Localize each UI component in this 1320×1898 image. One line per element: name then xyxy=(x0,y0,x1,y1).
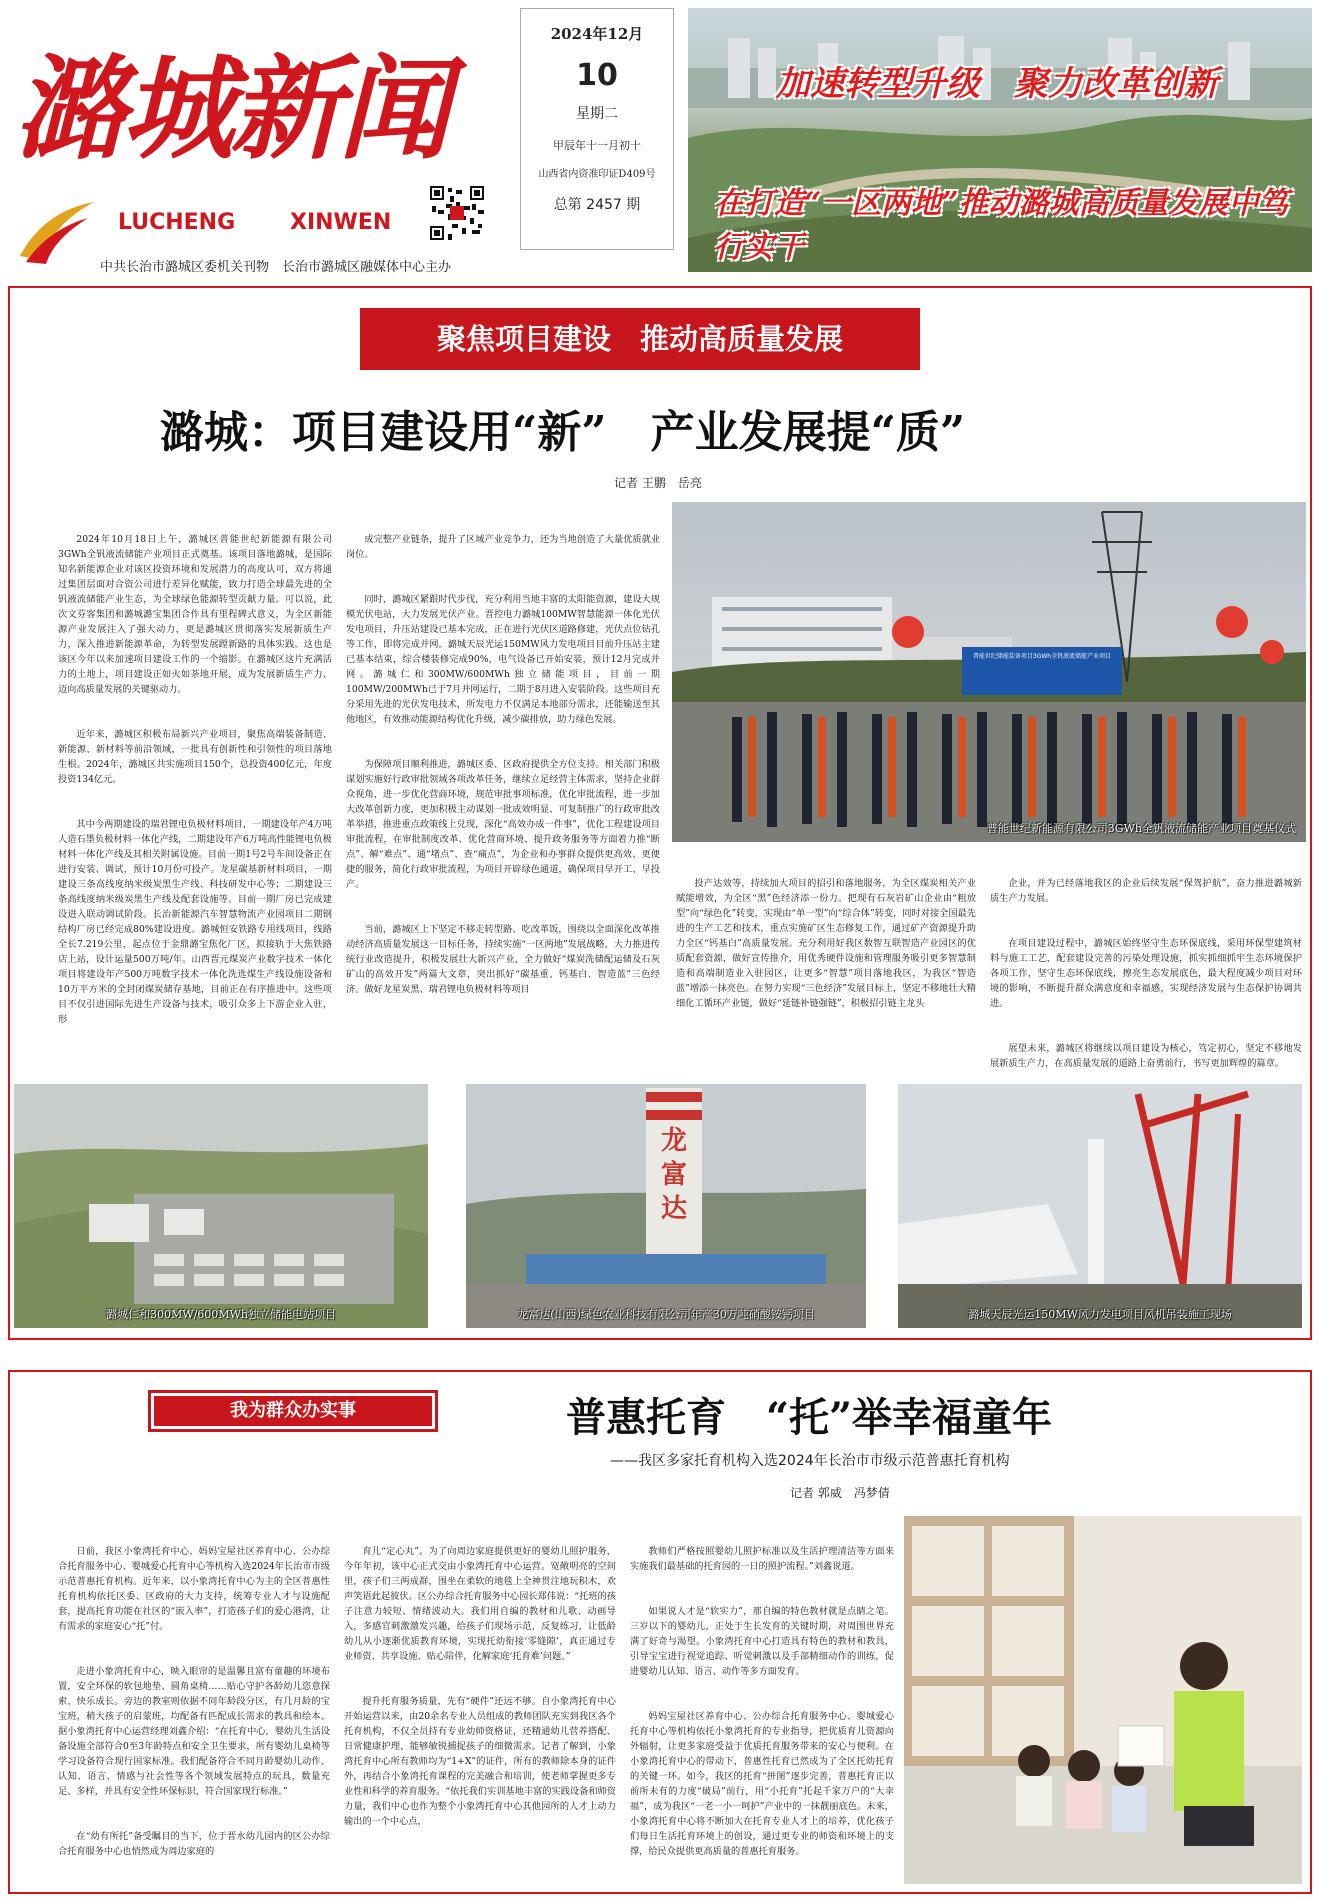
story2-col2-paragraph: 提升托育服务质量，先有“硬件”还远不够。自小象湾托育中心开始运营以来，由20余名专业人员组成的教师团队充实到我区各个托育机构，不仅全员持有专业幼师资格证，还精通幼儿营养搭配、日常健康护理，能够敏锐捕捉孩子的细微需求。记者了解到，小象湾托育中心所有教师均为“1+X”的证件，所有的教师除本身的证件外，再结合小象湾托育课程的完美融合和培训，使老师掌握更多专业性和科学的养育服务。“依托我们实训基地丰富的实践设备和师资力量，我们中心也作为整个小象湾托育中心其他园所的人才上动力输出的一个中心点， xyxy=(344,1696,616,1827)
story1-main-photo-caption: 普能世纪新能源有限公司3GWh全钒液流储能产业项目奠基仪式 xyxy=(986,822,1296,835)
logo-swoosh-icon xyxy=(16,196,96,266)
date-lunar: 甲辰年十一月初十 xyxy=(553,139,641,152)
masthead-latin-right: XINWEN xyxy=(290,210,392,235)
date-weekday: 星期二 xyxy=(576,106,618,122)
story1-column-3 xyxy=(676,846,976,1070)
masthead-latin-left: LUCHENG xyxy=(118,210,236,235)
story2-subhead: ——我区多家托育机构入选2024年长治市市级示范普惠托育机构 xyxy=(610,1453,1010,1469)
storage-station-scene xyxy=(14,1084,428,1328)
masthead-logo: 潞城新闻 xyxy=(14,44,446,175)
story2-column-3 xyxy=(630,1514,894,1882)
date-year-month: 2024年12月 xyxy=(550,25,644,43)
ceremony-backdrop-text: 普能世纪储能装备项目3GWh全钒液流储能产业项目 xyxy=(972,653,1112,660)
story1-col2-paragraph: 成完整产业链条，提升了区域产业竞争力，还为当地创造了大量优质就业岗位。 xyxy=(346,534,660,560)
wind-turbine-scene xyxy=(898,1084,1302,1328)
story1-column-1 xyxy=(58,502,332,1070)
story1-col4-paragraph: 展望未来，潞城区将继续以项目建设为核心，笃定初心，坚定不移地发展新质生产力，在高质量发展的道路上奋勇前行，书写更加辉煌的篇章。 xyxy=(990,1043,1302,1069)
story1-col2-paragraph: 当前，潞城区上下坚定不移走转型路、吃改革饭，围绕以全面深化改革推动经济高质量发展这一目标任务，持续实施“一区两地”发展战略，大力推进传统行业改造提升，积极发展壮大新兴产业，全力做好“煤炭洗储配运储及石灰矿山的高效开发”两篇大文章，突出抓好“碳基重、钙基白、智造蓝”三色经济。做好龙星炭黑、瑞君锂电负极材料等项目 xyxy=(346,924,660,995)
banner-slogan-line1: 加速转型升级 聚力改革创新 xyxy=(776,64,1218,104)
banner-slogan-line2: 在打造“一区两地”推动潞城高质量发展中笃行实干 xyxy=(714,186,1289,265)
story1-main-photo xyxy=(672,502,1306,842)
story2-childcare-photo xyxy=(904,1516,1302,1884)
story2-col1-paragraph: 日前，我区小象湾托育中心、妈妈宝屋社区养育中心、公办综合托育服务中心、婴城爱心托育中心等机构入选2024年长治市市级示范普惠托育机构。近年来，以小象湾托育中心为主的全区普惠性托育机构依托区委、区政府的大力支持，统筹专业人才与设施配套，提高托育功能在社区的“嵌入率”，打造孩子们的爱心港湾，让有需求的家庭安心“托”付。 xyxy=(58,1546,330,1632)
story1-column-4 xyxy=(990,846,1302,1070)
story1-col4-paragraph: 在项目建设过程中，潞城区始终坚守生态环保底线，采用环保型建筑材料与施工工艺，配套建设完善的污染处理设施，抓实抓细抓牢生态环境保护各项工作，坚守生态环保底线，擦亮生态发展底色，最大程度减少项目对环境的影响，不断提升群众满意度和幸福感，实现经济发展与生态保护协调共进。 xyxy=(990,938,1302,1009)
story1-photo2-caption: 龙富达(山西)绿色农业科技有限公司年产30万吨硝酸铵钙项目 xyxy=(517,1308,815,1321)
story1-headline: 潞城：项目建设用“新” 产业发展提“质” xyxy=(160,407,966,458)
story1-column-2 xyxy=(346,502,660,1070)
date-day: 10 xyxy=(576,58,618,93)
story1-photo3-caption: 潞城天辰光运150MW风力发电项目风机吊装施工现场 xyxy=(968,1308,1232,1321)
date-permit: 山西省内资准印证D409号 xyxy=(538,169,656,180)
story2-col3-paragraph: 教师们严格按照婴幼儿照护标准以及生活护理清洁等方面来实施我们最基础的托育园的一日的照护流程。”刘鑫说道。 xyxy=(630,1546,894,1572)
story2-col3-paragraph: 如果说人才是“软实力”，那自编的特色教材就是点睛之笔。三岁以下的婴幼儿，正处于生长发育的关键时期，对周围世界充满了好奇与渴望。小象湾托育中心打造具有特色的教材和教具，引导宝宝进行视觉追踪、听觉刺激以及手部精细动作的训练，促进婴幼儿认知、语言、动作等多方面发育。 xyxy=(630,1606,894,1677)
story2-byline: 记者 郭威 冯梦倩 xyxy=(790,1486,890,1500)
ceremony-scene xyxy=(672,502,1306,842)
plant-chimney-lettering: 龙富达 xyxy=(660,1126,687,1224)
story1-photo-fertilizer-plant xyxy=(466,1084,866,1328)
story1-section-tag: 聚焦项目建设 推动高质量发展 xyxy=(360,308,920,370)
childcare-scene xyxy=(904,1516,1302,1884)
story1-col2-paragraph: 为保障项目顺利推进，潞城区委、区政府提供全方位支持。相关部门积极谋划实施好行政审批领域各项改革任务，继续立足经营主体需求，坚持企业群众视角，进一步优化营商环境，规范审批事项标准，优化审批流程，进一步加大改革创新力度，更加积极主动谋划一批成效明显、可复制推广的行政审批改革举措，推进重点政策线上兑现，深化“高效办成一件事”，优化工程建设项目审批流程，在审批制度改革、优化营商环境、提升政务服务等方面着力推“断点”、解“难点”、通“堵点”、查“痛点”，为企业和办事群众提供更高效、更便捷的服务，简化行政审批流程，为项目开辟绿色通道，确保项目早开工、早投产。 xyxy=(346,759,660,890)
story2-column-1 xyxy=(58,1514,330,1882)
story1-photo1-caption: 潞城仁和300MW/600MWh独立储能电站项目 xyxy=(106,1308,336,1321)
story2-section-tag: 我为群众办实事 xyxy=(154,1396,432,1426)
story2-col1-paragraph: 在“幼有所托”备受瞩目的当下，位于晋水幼儿园内的区公办综合托育服务中心也悄然成为周边家庭的 xyxy=(58,1831,330,1857)
story2-headline: 普惠托育 “托”举幸福童年 xyxy=(566,1394,1053,1441)
story1-col1-paragraph: 近年来，潞城区积极布局新兴产业项目，聚焦高端装备制造、新能源、新材料等前沿领域，一批具有创新性和引领性的项目落地生根。2024年，潞城区共实施项目150个，总投资400亿元，年度投资134亿元。 xyxy=(58,729,332,785)
story1-col1-paragraph: 其中今两期建设的瑞君锂电负极材料项目，一期建设年产4万吨人造石墨负极材料一体化产线，二期建设年产6万吨高性能锂电负极材料一体化产线及其相关附属设施。目前一期1号2号车间设备正在进行安装、调试，预计10月份可投产。龙星碳基新材料项目，一期建设三条高线度纳米级炭黑生产线、科技研发中心等；二期建设三条高线度纳米级炭黑生产线及配套设施等。目前一期厂房已完成建设进入联动调试阶段。长治新能源汽车智慧物流产业园项目二期钢结构厂房已经完成80%建设进度。潞城恒安铁路专用线项目，线路全长7.219公里，起点位于金鼎潞宝焦化厂区，拟接轨于大焦铁路店上站，设计运量500万吨/年。山西晋元煤炭产业数字技术一体化项目将建设年产500万吨数字技术一体化洗选煤生产线设施设备和10万平方米的全封闭煤炭储存基地，目前正在有序推进中。这些项目不仅引进国际先进生产设备与技术，吸引众多上下游企业入驻，形 xyxy=(58,819,332,1025)
story1-byline: 记者 王鹏 岳亮 xyxy=(614,476,702,490)
banner-photo xyxy=(688,8,1312,272)
story2-col1-paragraph: 走进小象湾托育中心，映入眼帘的是温馨且富有童趣的环境布置，安全环保的软包地垫、圆角桌椅……贴心守护各龄幼儿恣意探索、快乐成长。旁边的教室则依据不同年龄段分区，有几月龄的宝宝班，稍大孩子的启蒙班，均配备有匹配成长需求的教具和绘本。据小象湾托育中心运营经理刘鑫介绍：“在托育中心，婴幼儿生活设备设施全部符合0至3年龄特点和安全卫生要求，所有婴幼儿桌椅等学习设备符合现行国家标准。我们配备符合不同月龄婴幼儿动作、认知、语言、情感与社会性等各个领域发展特点的玩具，数量充足、多样，并具有安全性环保标识，符合国家现行标准。” xyxy=(58,1666,330,1797)
story1-photo-storage-station xyxy=(14,1084,428,1328)
story1-col4-paragraph: 企业，并为已经落地我区的企业后续发展“保驾护航”，奋力推进潞城新质生产力发展。 xyxy=(990,878,1302,904)
story1-photo-wind-turbine xyxy=(898,1084,1302,1328)
date-box xyxy=(520,8,674,250)
story1-col1-paragraph: 2024年10月18日上午，潞城区普能世纪新能源有限公司3GWh全钒液流储能产业项目正式奠基。该项目落地潞城，是国际知名新能源企业对该区投资环境和发展潜力的高度认可，双方将通过集团层面对合资公司进行差异化赋能，致力打造全球最先进的全钒液流储能产业生态，为全球绿色能源转型贡献力量。可以说，此次文芬客集团和潞城潞宝集团合作具有里程碑式意义，为全区新能源产业发展注入了强大动力，更是潞城区贯彻落实发展新质生产力，深入推进新能源革命，为转型发展蹚新路的具体实践。这也是该区今年以来加速项目建设工作的一个缩影。在潞城区这片充满活力的土地上，项目建设正如火如荼地开展，成为发展新质生产力、迈向高质量发展的关键驱动力。 xyxy=(58,534,332,695)
date-issue: 总第 2457 期 xyxy=(553,197,641,213)
story1-col3-paragraph: 投产达效等，持续加大项目的招引和落地服务，为全区煤炭相关产业赋能增效，为全区“黑”色经济添一份力。把现有石灰岩矿山企业由“粗放型”向“绿色化”转变，实现由“单一型”向“综合体”转变，同时对接全国最先进的生产工艺和技术，重点实施矿区生态修复工作，通过矿产资源提升助力全区“钙基白”高质量发展。充分利用好我区数智互联智造产业园区的优质配套资源，做好宣传推介，用优秀硬件设施和管理服务吸引更多智慧制造和高端制造业入驻园区，让更多“智慧”项目落地我区，为我区“智造蓝”增添一抹亮色。在努力实现“三色经济”发展目标上，坚定不移地壮大精细化工循环产业链，做好“延链补链强链”，积极招引链主龙头 xyxy=(676,878,976,1009)
story2-column-2 xyxy=(344,1514,616,1882)
story1-col2-paragraph: 同时，潞城区紧跟时代步伐，充分利用当地丰富的太阳能资源，建设大规模光伏电站，大力发展光伏产业。晋控电力潞城100MW智慧能源一体化光伏发电项目，升压站建设已基本完成，正在进行光伏区道路修建，光伏点位钻孔等工作，即将完成并网。潞城天辰光运150MW风力发电项目目前升压站主建已基本结束，综合楼装修完成90%，电气设备已开始安装，预计12月完成并网。潞城仁和300MW/600MWh独立储能项目，目前一期100MW/200MWh已于7月并网运行，二期于8月进入安装阶段。这些项目充分采用先进的光伏发电技术，所发电力不仅满足本地部分需求，还能输送至其他地区，有效推动能源结构优化升级，减少碳排放，助力绿色发展。 xyxy=(346,594,660,725)
story2-section-tag-box xyxy=(148,1390,438,1432)
qr-code xyxy=(428,184,486,242)
masthead-sponsor: 中共长治市潞城区委机关刊物 长治市潞城区融媒体中心主办 xyxy=(100,260,452,275)
story2-col3-paragraph: 妈妈宝屋社区养育中心、公办综合托育服务中心、婴城爱心托育中心等机构依托小象湾托育的专业指导，把优质育儿资源向外辐射，让更多家庭受益于优质托育服务带来的安心与便利。在小象湾托育中心的带动下，普惠性托育已然成为了全区托幼托育的关键一环。如今，我区的托育“拼图”逐步完善，普惠托育正以前所未有的力度“破局”前行，用“小托育”托起千家万户的“大幸福”，成为我区“一老一小一呵护”产业中的一抹靓丽底色。未来，小象湾托育中心将不断加大在托育专业人才上的培养，优化孩子们每日生活托育环境上的创设，通过更专业的师资和环境上的支撑，给民众提供更高质量的普惠托育服务。 xyxy=(630,1711,894,1857)
story2-col2-paragraph: 育儿“定心丸”。为了向周边家庭提供更好的婴幼儿照护服务，今年年初，该中心正式交由小象湾托育中心运营。宽敞明亮的空间里，孩子们三两成群，围坐在柔软的地毯上全神贯注地玩积木，欢声笑语此起彼伏。区公办综合托育服务中心园长郑伟说：“托班的孩子注意力较短、情绪波动大。我们用自编的教材和儿歌、动画导入，多感官刺激激发兴趣，给孩子们现场示范，反复练习，让低龄幼儿从小逐渐优质教育环境，实现托幼衔接‘零缝隙’，真正通过专业师资、共享设施、贴心陪伴，化解家庭‘托育难’问题。” xyxy=(344,1546,616,1662)
